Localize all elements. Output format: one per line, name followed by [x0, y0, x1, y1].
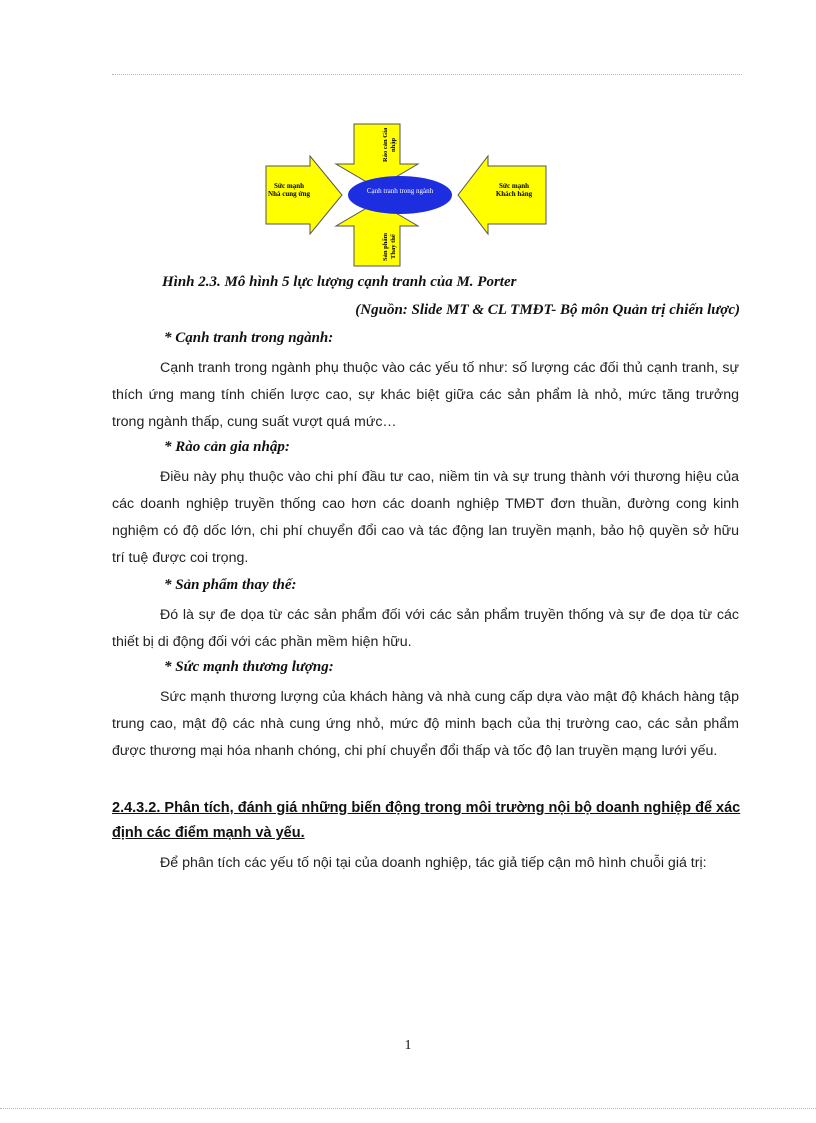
paragraph-intro: Để phân tích các yếu tố nội tại của doanh nghiệp, tác giả tiếp cận mô hình chuỗi giá trị:	[160, 855, 707, 871]
center-oval	[348, 176, 452, 214]
porter-five-forces-diagram	[262, 120, 550, 270]
left-label: Sức mạnh Nhà cung ứng	[268, 182, 310, 198]
center-label: Cạnh tranh trong ngành	[366, 187, 434, 195]
section-title: 2.4.3.2. Phân tích, đánh giá những biến động trong môi trường nội bộ doanh nghiệp để xác định các điểm mạnh và yếu.	[112, 800, 741, 841]
heading-competition: * Cạnh tranh trong ngành:	[164, 330, 334, 346]
paragraph-substitute: Đó là sự đe dọa từ các sản phẩm đối với các sản phẩm truyền thống và sự đe dọa từ các thiết bị di động đối với các phần mềm hiện hữu.	[112, 607, 739, 650]
figure-source: (Nguồn: Slide MT & CL TMĐT- Bộ môn Quản trị chiến lược)	[355, 302, 740, 318]
paragraph-entry: Điều này phụ thuộc vào chi phí đầu tư cao, niềm tin và sự trung thành với thương hiệu của các doanh nghiệp truyền thống cao hơn các doanh nghiệp TMĐT đơn thuần, đường cong kinh nghiệm có độ dốc lớn, chi phí chuyển đổi cao và tác động lan truyền mạnh, bảo hộ quyền sở hữu trí tuệ được coi trọng.	[112, 469, 739, 566]
page-number: 1	[404, 1038, 412, 1053]
heading-bargaining: * Sức mạnh thương lượng:	[164, 659, 334, 675]
paragraph-competition: Cạnh tranh trong ngành phụ thuộc vào các yếu tố như: số lượng các đối thủ cạnh tranh, sự thích ứng mang tính chiến lược cao, sự khác biệt giữa các sản phẩm là nhỏ, mức tăng trưởng trong ngành thấp, cung suất vượt quá mức…	[112, 360, 739, 430]
bottom-label: Sản phẩm Thay thế	[382, 233, 397, 261]
heading-substitute: * Sản phẩm thay thế:	[164, 577, 297, 593]
heading-entry: * Rào cản gia nhập:	[164, 439, 290, 455]
figure-caption: Hình 2.3. Mô hình 5 lực lượng cạnh tranh của M. Porter	[162, 274, 517, 290]
footer-divider	[0, 1108, 816, 1109]
right-label: Sức mạnh Khách hàng	[495, 182, 533, 198]
header-divider	[112, 74, 742, 75]
top-label: Rào cản Gia nhập	[382, 127, 397, 163]
paragraph-bargaining: Sức mạnh thương lượng của khách hàng và nhà cung cấp dựa vào mật độ khách hàng tập trung cao, mật độ các nhà cung ứng nhỏ, mức độ minh bạch của thị trường cao, các sản phẩm được thương mại hóa nhanh chóng, chi phí chuyển đổi thấp và tốc độ lan truyền mạng lưới yếu.	[112, 689, 739, 759]
